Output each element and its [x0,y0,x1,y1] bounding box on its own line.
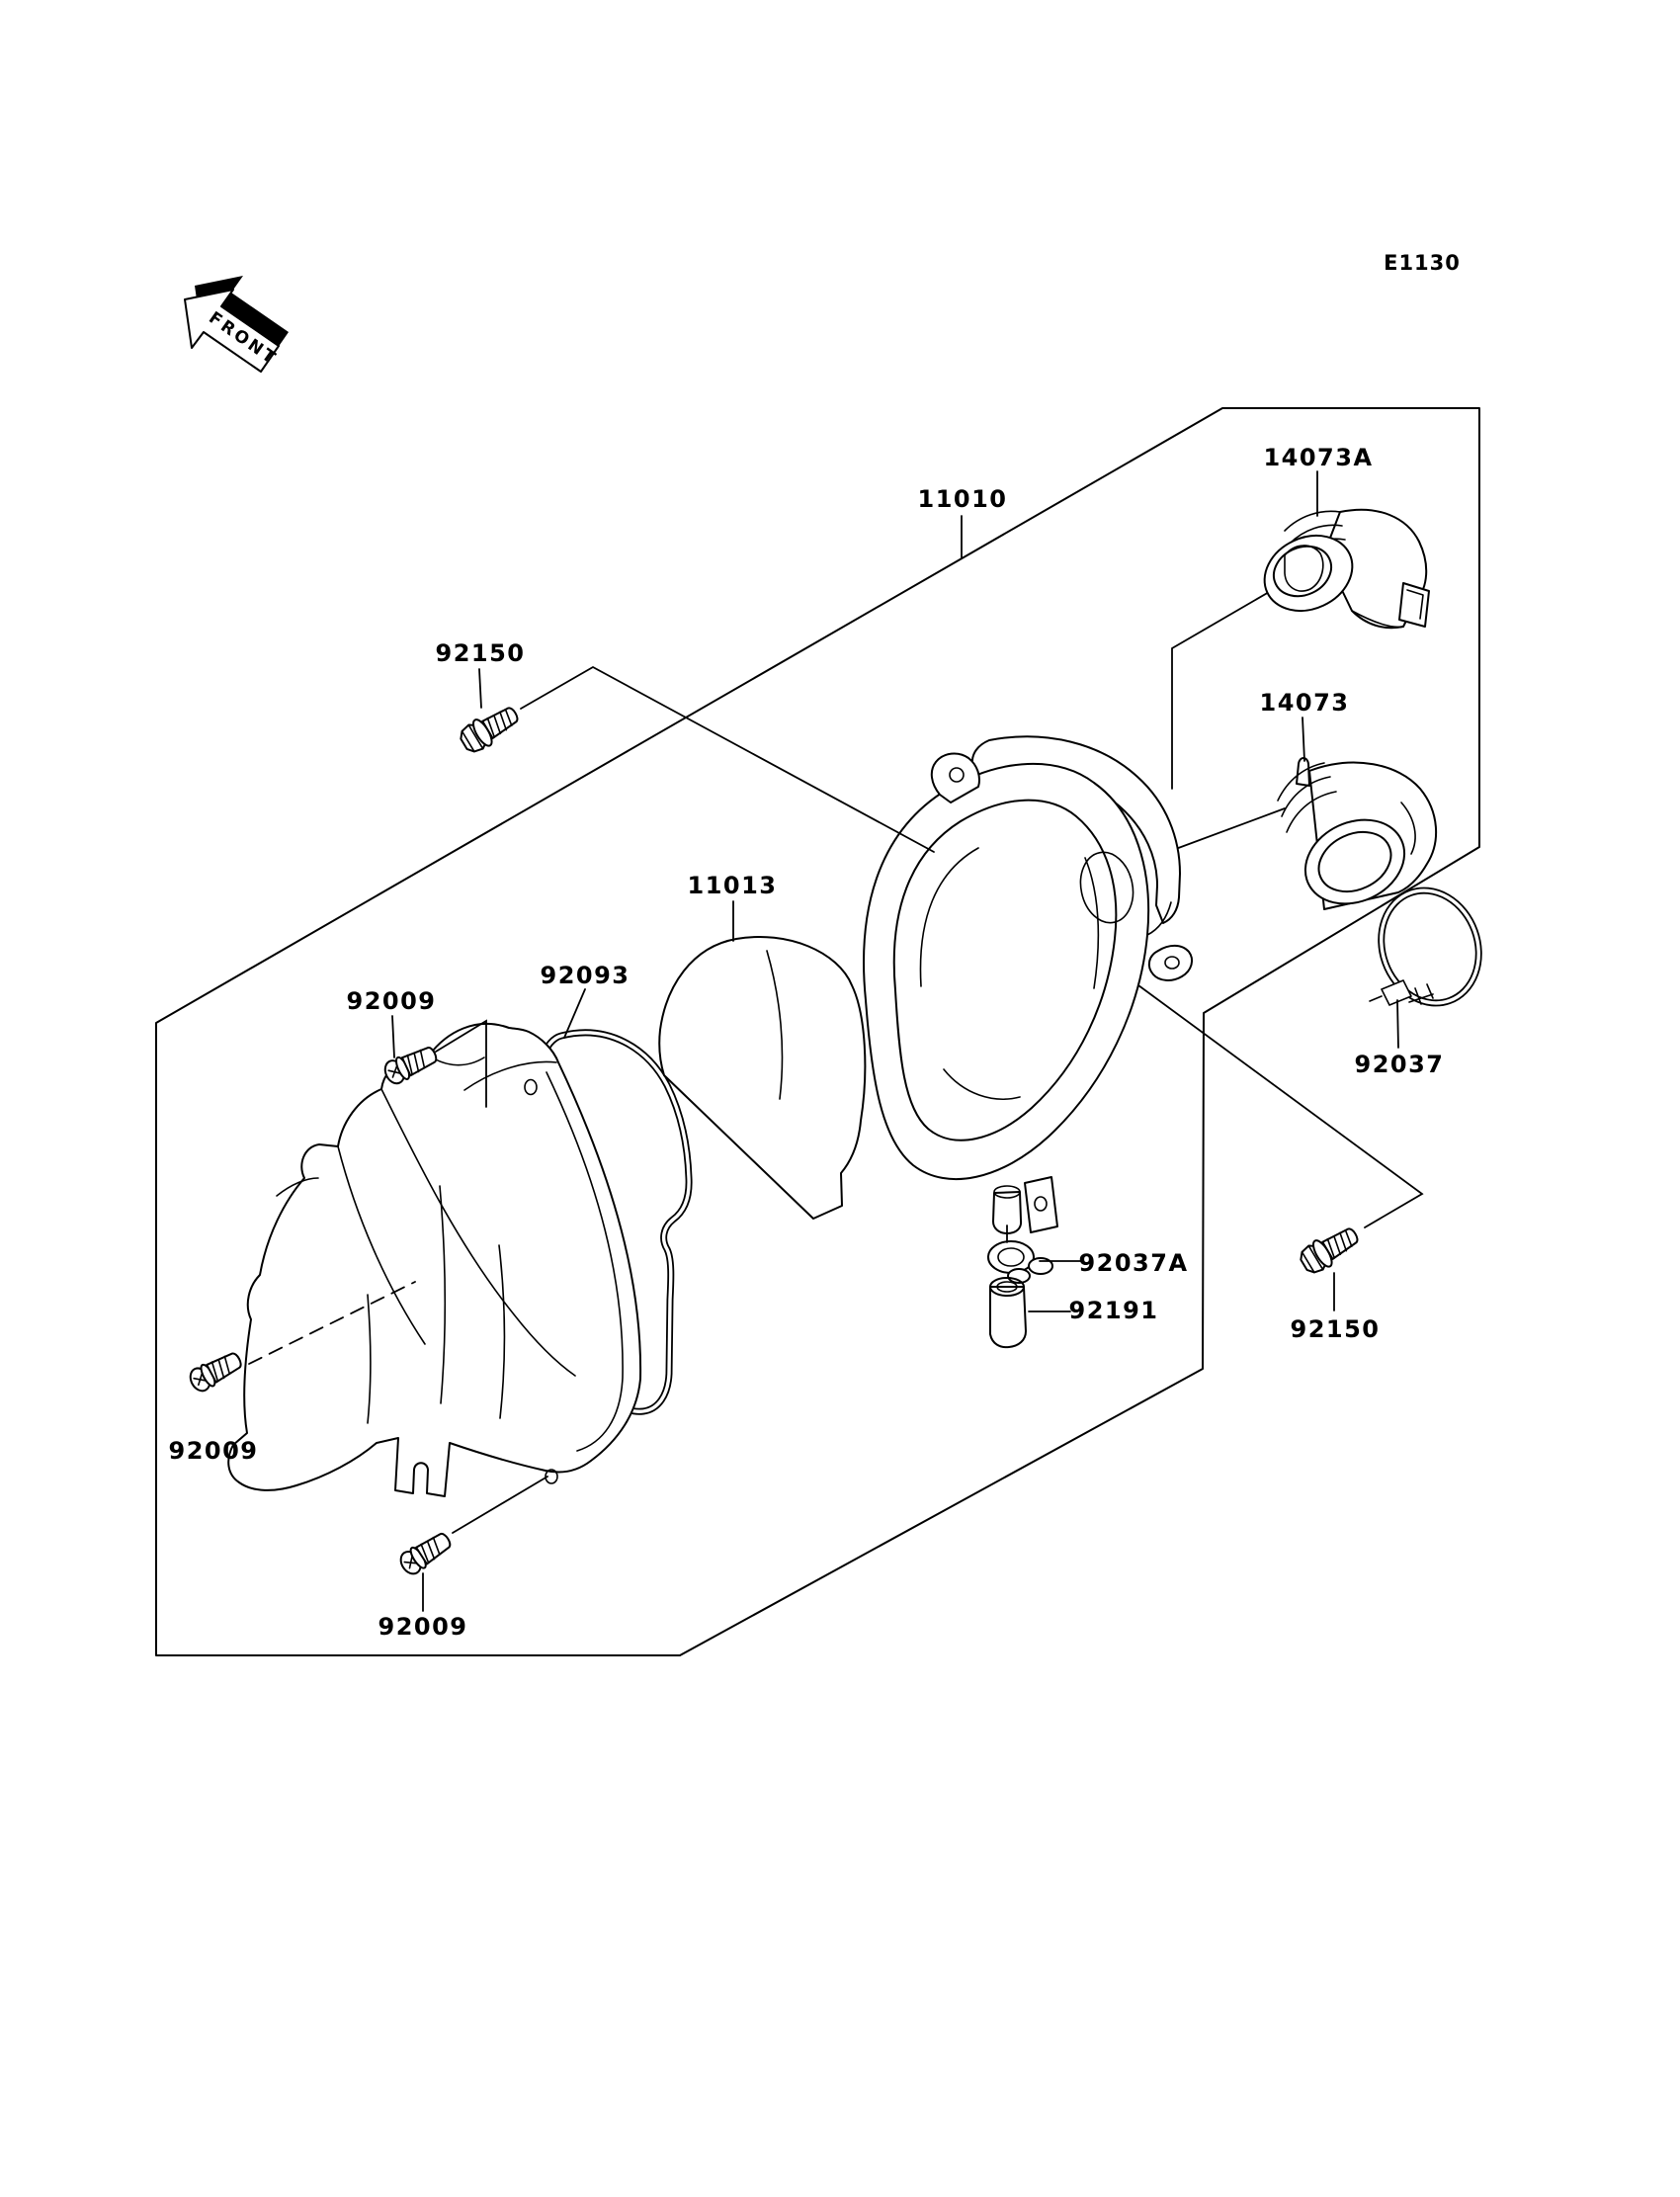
alignment-line-elbow [1172,577,1295,789]
callout-92037a: 92037A [1078,1249,1189,1277]
callout-92009-left: 92009 [168,1437,259,1465]
front-arrow [185,276,289,372]
alignment-line-duct [1173,808,1285,850]
callout-11013: 11013 [687,872,778,899]
screw-92009-left [187,1348,245,1394]
callout-14073: 14073 [1259,689,1350,717]
leader-92150-top [479,669,481,708]
tube-92191 [990,1278,1026,1347]
air-cleaner-cover [228,1024,640,1496]
callout-92191: 92191 [1068,1297,1159,1324]
elbow-duct-14073a [1252,510,1429,628]
air-cleaner-housing-11010 [864,736,1192,1233]
screw-92150-bottom [1297,1222,1364,1278]
diagram-code: E1130 [1384,251,1461,275]
leader-92150-bottom-bent [1138,985,1422,1227]
leader-92009-top [392,1016,394,1057]
front-arrow-label: FRONT [205,307,282,371]
callout-11010: 11010 [917,485,1008,513]
leader-92150-top-bent [521,667,934,852]
leader-14073 [1302,718,1304,761]
callout-92037: 92037 [1354,1051,1445,1078]
callout-92093: 92093 [540,962,630,989]
screw-92150-top [457,701,524,757]
callout-92150-top: 92150 [435,639,526,667]
callout-92009-top: 92009 [346,987,437,1015]
callout-92150-bottom: 92150 [1290,1315,1381,1343]
callout-14073a: 14073A [1263,444,1374,471]
leader-92009-bottom-bent [453,1477,547,1533]
leader-92037 [1397,1000,1398,1048]
clamp-92037 [1366,877,1494,1017]
oring-92037a [988,1241,1052,1283]
screw-92009-bottom [397,1529,455,1577]
callout-92009-bottom: 92009 [378,1613,468,1641]
